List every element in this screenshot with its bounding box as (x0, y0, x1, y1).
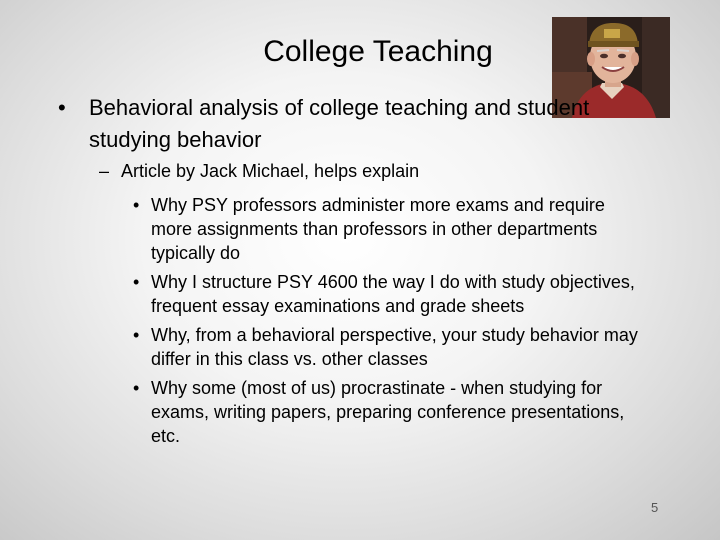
bullet-marker: • (133, 325, 140, 345)
sub-bullet-text: Article by Jack Michael, helps explain (121, 161, 420, 181)
list-item-text: Why PSY professors administer more exams and require more assignments than professors in other departments typically do (151, 195, 605, 263)
explanation-list (133, 193, 643, 453)
list-item (133, 193, 643, 265)
slide-title: College Teaching (263, 35, 493, 68)
main-bullet (58, 92, 618, 156)
list-item-text: Why I structure PSY 4600 the way I do with study objectives, frequent essay examinations and grade sheets (151, 272, 635, 316)
list-item-text: Why some (most of us) procrastinate - when studying for exams, writing papers, preparing conference presentations, etc. (151, 378, 625, 446)
list-item-text: Why, from a behavioral perspective, your study behavior may differ in this class vs. other classes (151, 325, 638, 369)
bullet-marker: • (133, 378, 140, 398)
bullet-marker: • (58, 95, 66, 120)
list-item (133, 270, 643, 318)
list-item (133, 376, 643, 448)
main-bullet-text: Behavioral analysis of college teaching and student studying behavior (89, 95, 590, 152)
slide-number: 5 (651, 500, 659, 515)
bullet-marker: • (133, 272, 140, 292)
bullet-marker: • (133, 195, 140, 215)
list-item (133, 323, 643, 371)
dash-marker: – (99, 161, 110, 181)
sub-bullet (99, 159, 639, 183)
